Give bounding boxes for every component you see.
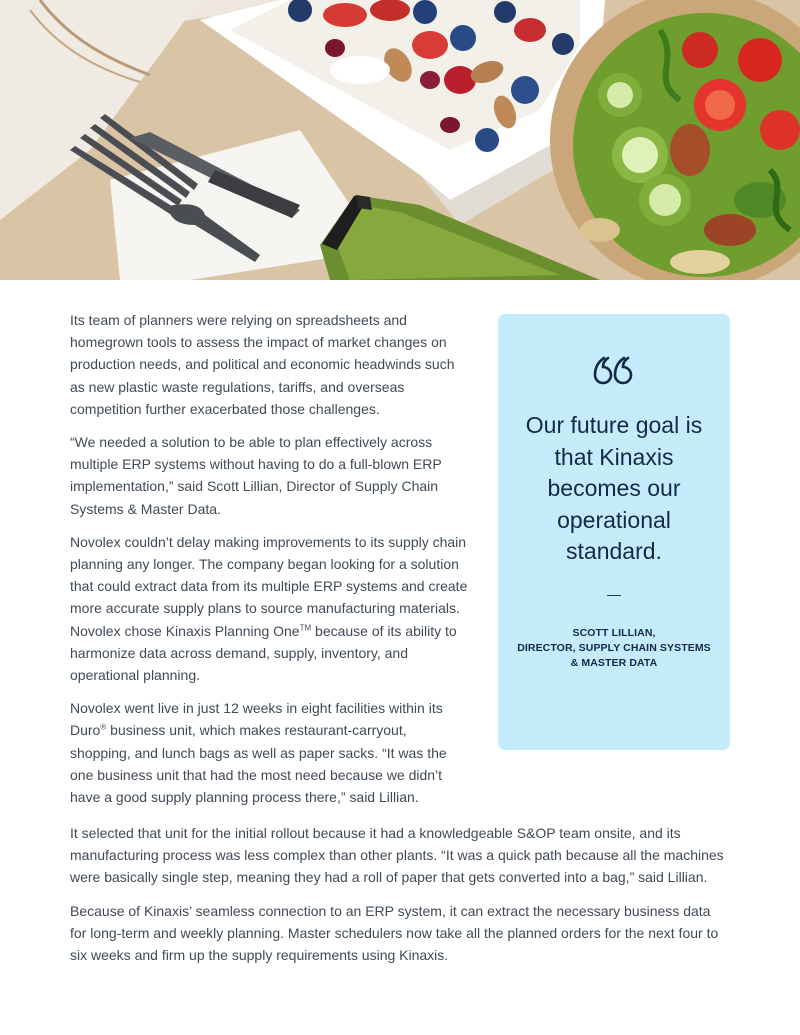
body-full-width [70, 822, 730, 977]
quote-dash: — [607, 586, 621, 602]
trademark-mark: TM [299, 622, 312, 632]
pull-quote-box [498, 314, 730, 750]
paragraph-6: Because of Kinaxis’ seamless connection to an ERP system, it can extract the necessary business data for long-term and weekly planning. Master schedulers now take all the planned orders for the next four to six weeks and firm up the supply requirements using Kinaxis. [70, 902, 719, 964]
quote-text: Our future goal is that Kinaxis becomes our operational standard. [525, 412, 703, 564]
quote-mark-svg [592, 354, 636, 388]
paragraph-3-part-b: because of its ability to harmonize data across demand, supply, inventory, and operational planning. [70, 622, 457, 684]
salad-bowl [550, 0, 800, 280]
paragraph-3-part-a: Novolex couldn’t delay making improvements to its supply chain planning any longer. The company began looking for a solution that could extract data from its multiple ERP systems and create more accurate supply plans to source manufacturing materials. Novolex chose Kinaxis Planning One [70, 533, 468, 639]
quote-attribution-title-1: DIRECTOR, SUPPLY CHAIN SYSTEMS [517, 642, 711, 654]
paragraph-4-part-a: Novolex went live in just 12 weeks in eight facilities within its Duro [70, 700, 443, 739]
paragraph-4 [70, 697, 470, 808]
quote-mark-icon [498, 354, 730, 393]
quote-attribution [508, 626, 720, 671]
paragraph-1: Its team of planners were relying on spreadsheets and homegrown tools to assess the impact of market changes on production needs, and political and economic headwinds such as new plastic waste regulations, tariffs, and overseas competition further exacerbated those challenges. [70, 312, 455, 417]
hero-illustration [0, 0, 800, 280]
hero-photo [0, 0, 800, 280]
paragraph-4-part-b: business unit, which makes restaurant-carryout, shopping, and lunch bags as well as paper sacks. “It was the one business unit that had the most need because we didn’t have a good supply planning process there,” said Lillian. [70, 722, 447, 806]
paragraph-3 [70, 531, 470, 686]
paragraph-5: It selected that unit for the initial rollout because it had a knowledgeable S&OP team onsite, and its manufacturing process was less complex than other plants. “It was a quick path because all the machines were basically single step, meaning they had a roll of paper that gets converted into a bag,” said Lillian. [70, 825, 724, 886]
quote-attribution-title-2: & MASTER DATA [570, 657, 658, 669]
registered-mark: ® [100, 722, 107, 732]
body-column [70, 309, 470, 819]
quote-attribution-name: SCOTT LILLIAN, [572, 627, 656, 639]
paragraph-2: “We needed a solution to be able to plan effectively across multiple ERP systems without having to do a full-blown ERP implementation,” said Scott Lillian, Director of Supply Chain Systems & Master Data. [70, 434, 442, 517]
